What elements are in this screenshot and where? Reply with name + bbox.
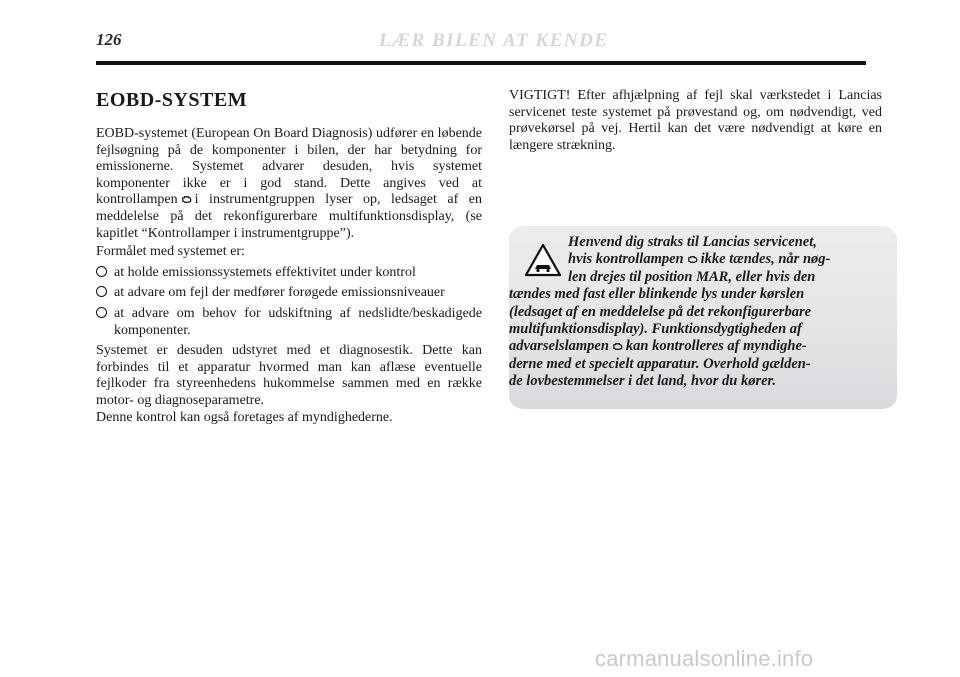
warning-line: tændes med fast eller blinkende lys under kørslen — [509, 286, 805, 303]
important-paragraph: VIGTIGT! Efter afhjælpning af fejl skal værkstedet i Lancias servicenet teste systemet på prøvestand og, om nødvendigt, ved prøvekørsel på vej. Hertil kan det være nødvendigt at køre en længere strækning. — [509, 88, 882, 153]
bullet-item — [96, 265, 482, 282]
warning-line — [509, 338, 881, 355]
warning-line-part: hvis kontrollampen — [568, 251, 684, 268]
header-rule — [96, 61, 866, 65]
warning-line-part: kan kontrolleres af myndighe- — [625, 338, 807, 355]
warning-box — [509, 226, 897, 409]
warning-text — [509, 234, 881, 391]
bullet-text: at advare om behov for udskiftning af nedslidte/beskadigede komponenter. — [114, 305, 482, 338]
bullet-text: at holde emissionssystemets effektivitet under kontrol — [114, 264, 416, 280]
purpose-label: Formålet med systemet er: — [96, 244, 245, 260]
warning-line: Henvend dig straks til Lancias servicenet, — [568, 234, 817, 250]
section-title: EOBD-SYSTEM — [96, 89, 248, 111]
bullet-item — [96, 306, 482, 339]
warning-line-part: advarselslampen — [509, 338, 609, 355]
warning-line: multifunktionsdisplay). Funktionsdygtigheden af — [509, 321, 802, 338]
left-column — [96, 88, 482, 426]
bullet-circle-icon — [96, 307, 107, 318]
right-column — [509, 88, 882, 154]
warning-line: (ledsaget af en meddelelse på det rekonfigurerbare — [509, 303, 812, 320]
warning-line: len drejes til position MAR, eller hvis den — [568, 268, 816, 285]
running-title: LÆR BILEN AT KENDE — [379, 30, 609, 51]
closing-paragraph: Systemet er desuden udstyret med et diagnosestik. Dette kan forbindes til et apparatur hvormed man kan aflæse eventuelle fejlkoder fra styreenhedens hukommelse sammen med en række motor- og diagnoseparametre. — [96, 343, 482, 408]
page-header — [96, 28, 866, 58]
warning-line: derne med et specielt apparatur. Overhold gælden- — [509, 355, 811, 372]
warning-line: de lovbestemmelser i det land, hvor du kører. — [509, 373, 777, 390]
engine-lamp-icon — [181, 194, 192, 205]
intro-text-2: i instrumentgruppen lyser op, ledsaget af en meddelelse på det rekonfigurerbare multifunktionsdisplay, (se kapitlet “Kontrollamper i instrumentgruppe”). — [96, 192, 482, 241]
intro-text-1: EOBD-systemet (European On Board Diagnosis) udfører en løbende fejlsøgning på de komponenter i bilen, der har betydning for emissionerne. Systemet advarer desuden, hvis systemet komponenter ikke er i god stand. Dette angives ved at kontrollampen — [96, 126, 482, 208]
watermark-text: carmanualsonline.info — [595, 646, 814, 671]
intro-paragraph — [96, 126, 482, 242]
page-number: 126 — [96, 30, 122, 49]
warning-line — [509, 251, 881, 268]
bullet-circle-icon — [96, 286, 107, 297]
bullet-circle-icon — [96, 266, 107, 277]
engine-lamp-icon — [687, 254, 698, 265]
closing-note: Denne kontrol kan også foretages af myndighederne. — [96, 409, 393, 425]
bullet-text: at advare om fejl der medfører forøgede emissionsniveauer — [114, 285, 445, 301]
engine-lamp-icon — [612, 341, 623, 352]
warning-line-part: ikke tændes, når nøg- — [700, 251, 831, 268]
bullet-item — [96, 285, 482, 302]
